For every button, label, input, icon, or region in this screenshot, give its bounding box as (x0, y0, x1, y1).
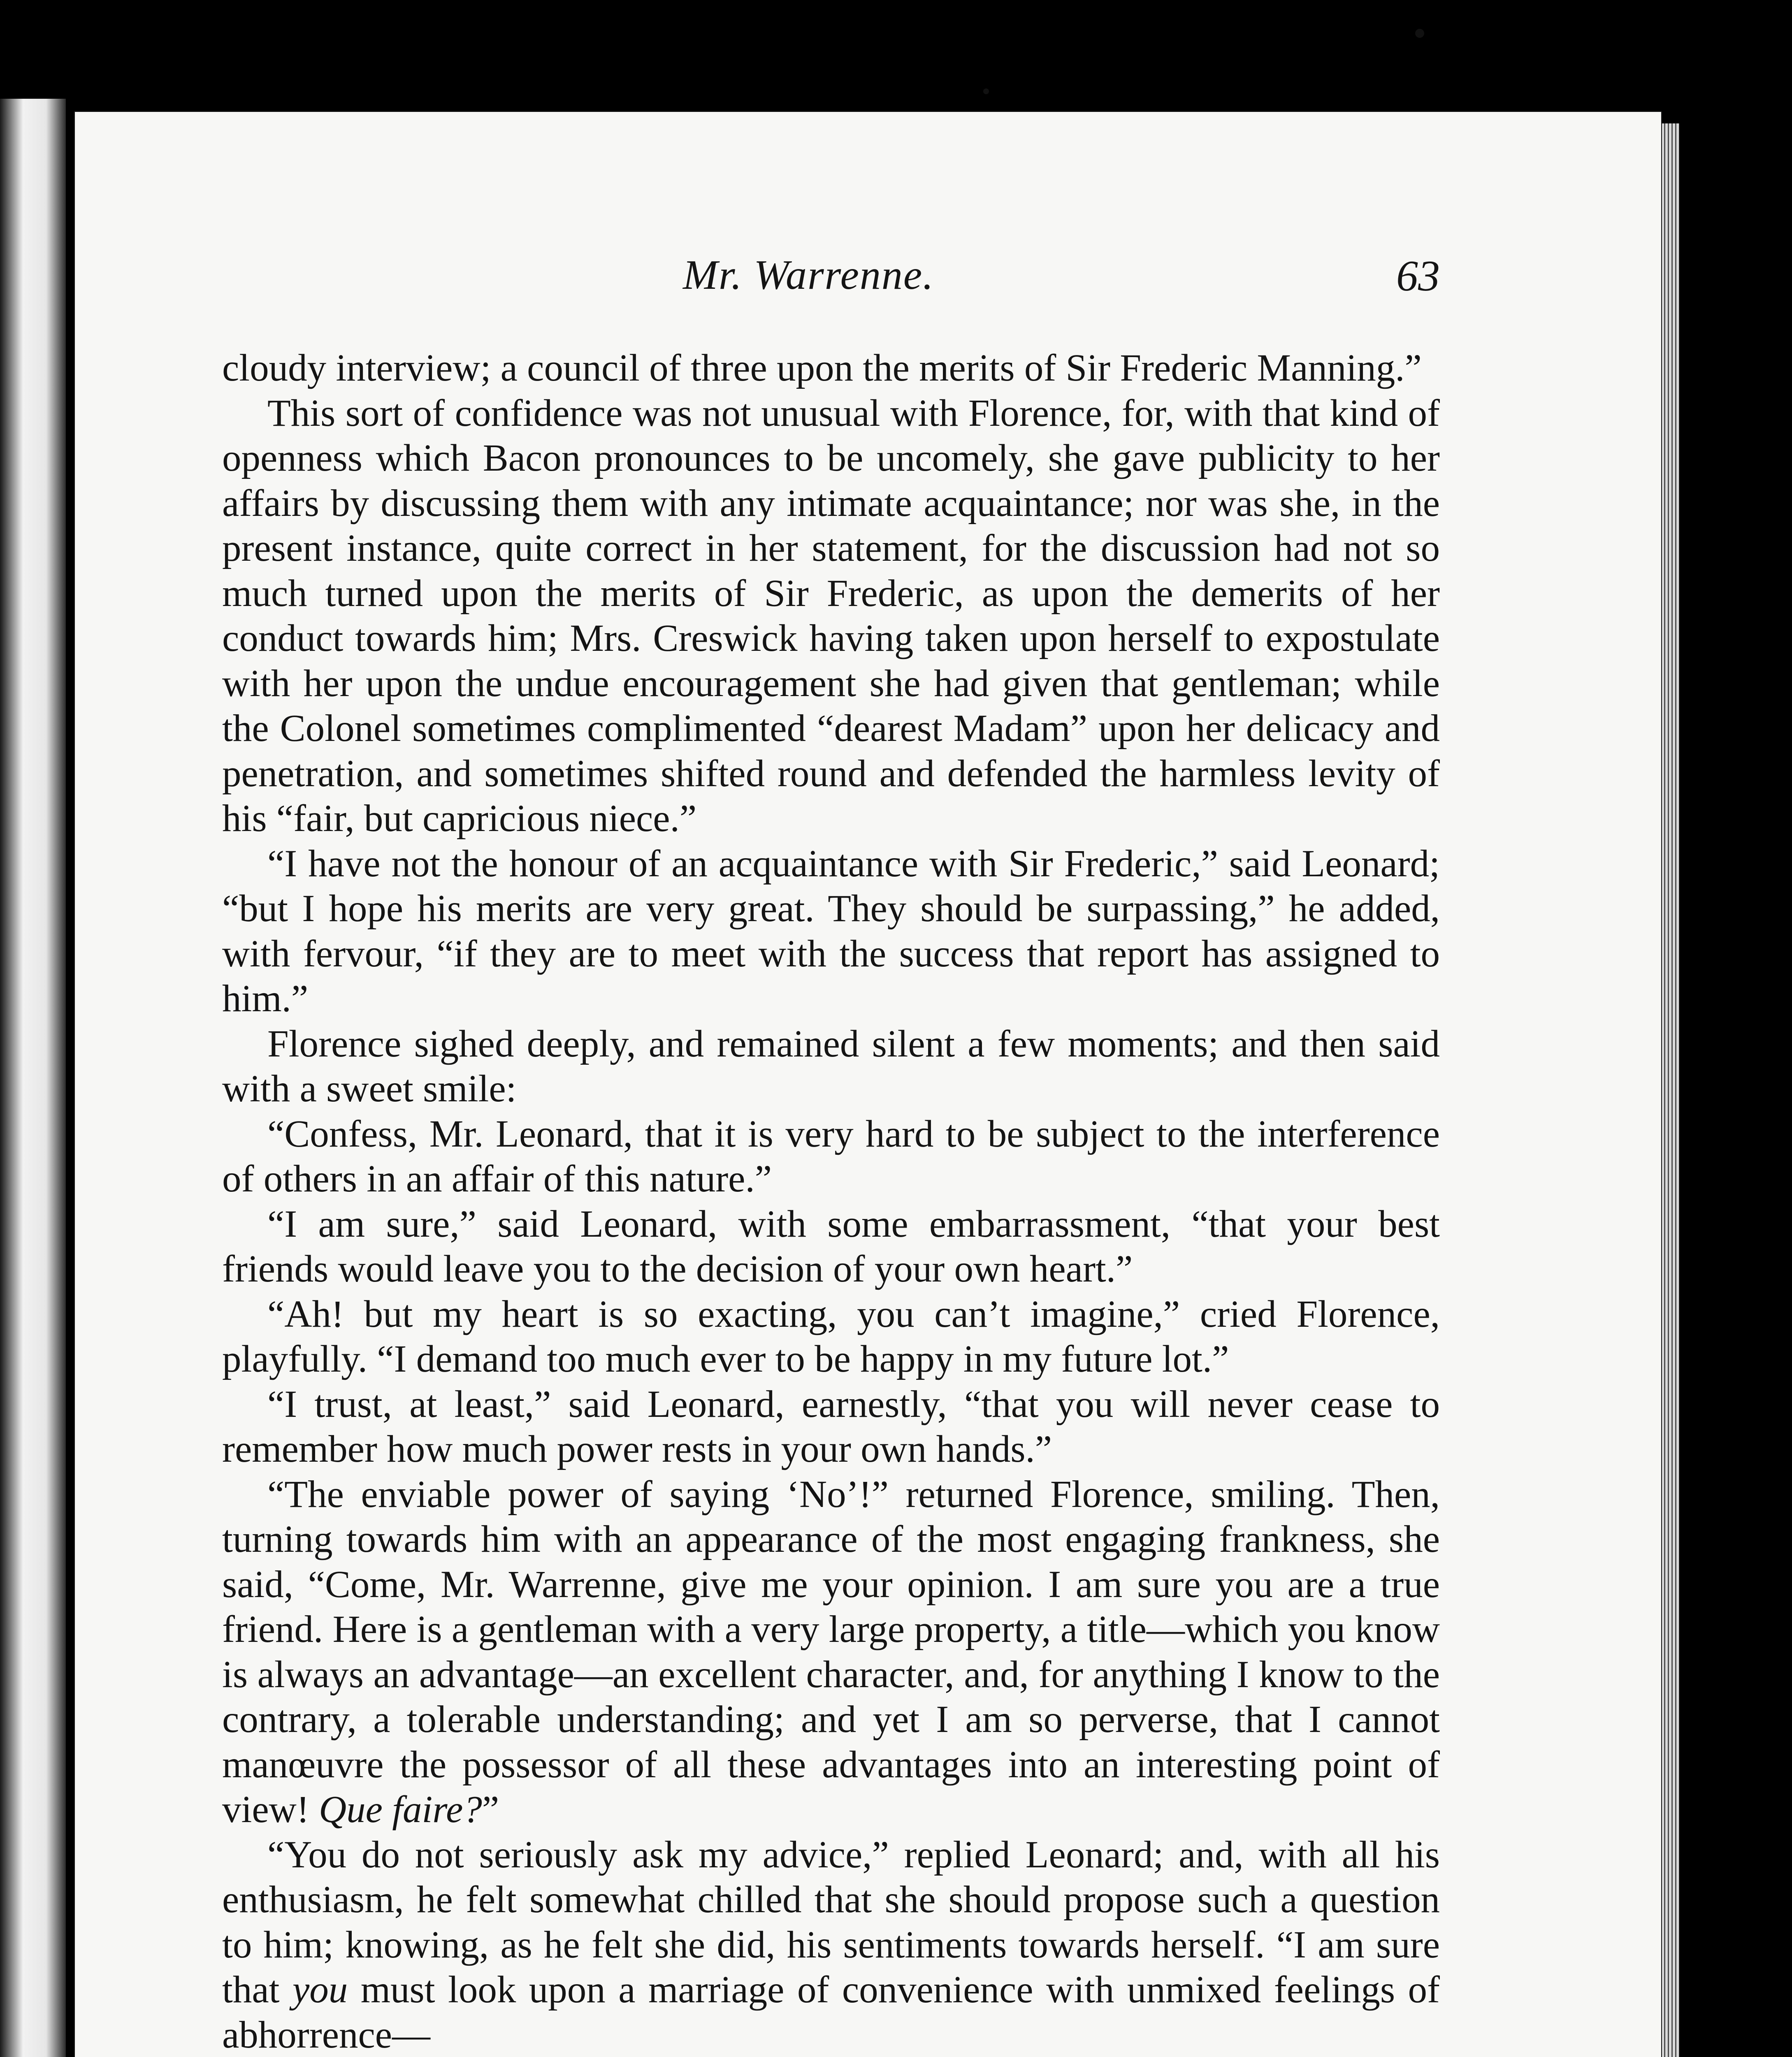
paragraph (222, 1472, 1440, 1832)
scan-speck (1415, 29, 1424, 38)
italic-word: you (292, 1969, 348, 2011)
page-number: 63 (1396, 252, 1440, 300)
opposite-page-edge (0, 99, 66, 2057)
paragraph: “I have not the honour of an acquaintance with Sir Frederic,” said Leonard; “but I hope his merits are very great. They should be surpassing,” he added, with fervour, “if they are to meet with the success that report has assigned to him.” (222, 842, 1440, 1020)
paragraph-text: “The enviable power of saying ‘No’!” returned Florence, smiling. Then, turning towards him with an appearance of the most engaging frankness, she said, “Come, Mr. Warrenne, give me your opinion. I am sure you are a true friend. Here is a gentleman with a very large property, a title—which you know is always an advantage—an excellent character, and, for anything I know to the contrary, a tolerable understanding; and yet I am so perverse, that I cannot manœuvre the possessor of all these advantages into an interesting point of view! (222, 1473, 1440, 1831)
paragraph: cloudy interview; a council of three upon the merits of Sir Frederic Manning.” (222, 347, 1422, 389)
paragraph: Florence sighed deeply, and remained silent a few moments; and then said with a sweet smile: (222, 1022, 1440, 1110)
paragraph: “Confess, Mr. Leonard, that it is very hard to be subject to the interference of others in an affair of this nature.” (222, 1112, 1440, 1200)
paragraph: “I trust, at least,” said Leonard, earnestly, “that you will never cease to remember how much power rests in your own hands.” (222, 1383, 1440, 1470)
closing-quote: ” (482, 1788, 499, 1831)
paragraph: This sort of confidence was not unusual with Florence, for, with that kind of openness which Bacon pronounces to be uncomely, she gave publicity to her affairs by discussing them with any intimate acquaintance; nor was she, in the present instance, quite correct in her statement, for the discussion had not so much turned upon the merits of Sir Frederic, as upon the demerits of her conduct towards him; Mrs. Creswick having taken upon herself to expostulate with her upon the undue encouragement she had given that gentleman; while the Colonel sometimes complimented “dearest Madam” upon her delicacy and penetration, and sometimes shifted round and defended the harmless levity of his “fair, but capricious niece.” (222, 392, 1440, 840)
paragraph-text: “You do not seriously ask my advice,” replied Leonard; and, with all his enthusiasm, he felt somewhat chilled that she should propose such a question to him; knowing, as he felt she did, his sentiments towards herself. “I am sure that (222, 1833, 1440, 2011)
italic-phrase: Que faire? (319, 1788, 482, 1831)
scan-speck (983, 88, 989, 94)
body-text (222, 346, 1440, 2057)
paragraph: “I am sure,” said Leonard, with some embarrassment, “that your best friends would leave you to the decision of your own heart.” (222, 1203, 1440, 1290)
running-head (222, 251, 1440, 317)
paragraph: “Ah! but my heart is so exacting, you can’t imagine,” cried Florence, playfully. “I demand too much ever to be happy in my future lot.” (222, 1293, 1440, 1380)
paragraph-text: must look upon a marriage of convenience with unmixed feelings of abhorrence— (222, 1969, 1440, 2056)
paragraph (222, 1832, 1440, 2057)
running-title: Mr. Warrenne. (683, 252, 934, 298)
